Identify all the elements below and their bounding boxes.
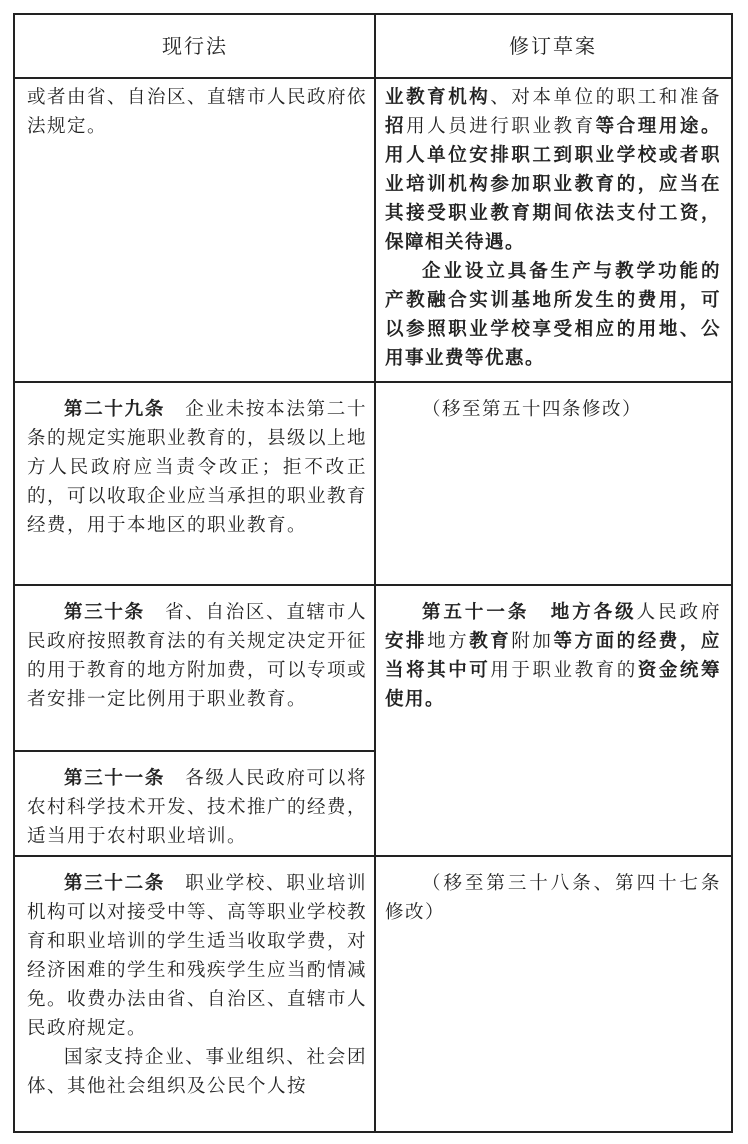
row3a-current-law — [27, 598, 367, 714]
article-51-run-4: 教育 — [469, 631, 512, 652]
row4-revised-draft — [385, 869, 721, 927]
article-51-text — [385, 598, 721, 714]
row3b-current-law — [27, 764, 367, 851]
article-51-run-7: 用于职业教育的 — [490, 660, 638, 681]
row-divider-left — [15, 750, 375, 752]
article-32-title: 第三十二条 — [64, 873, 166, 894]
article-51-run-5: 附加 — [511, 631, 554, 652]
row1-right-run-0: 业教育机构 — [385, 87, 491, 108]
article-30-body: 省、自治区、直辖市人民政府按照教育法的有关规定决定开征的用于教育的地方附加费，可以专项或者安排一定比例用于职业教育。 — [27, 602, 368, 710]
column-divider — [374, 15, 376, 1131]
article-29-body: 企业未按本法第二十条的规定实施职业教育的，县级以上地方人民政府应当责令改正；拒不改正的，可以收取企业应当承担的职业教育经费，用于本地区的职业教育。 — [27, 399, 368, 536]
row1-right-run-4: 等合理用途。用人单位安排职工到职业学校或者职业培训机构参加职业教育的，应当在其接受职业教育期间依法支付工资，保障相关待遇。 — [385, 116, 721, 253]
article-32-body: 职业学校、职业培训机构可以对接受中等、高等职业学校教育和职业培训的学生适当收取学费，对经济困难的学生和残疾学生应当酌情减免。收费办法由省、自治区、直辖市人民政府规定。 — [27, 873, 368, 1039]
row2-revised-draft — [385, 395, 721, 424]
article-51-run-0: 第五十一条 地方各级 — [422, 602, 637, 623]
header-current-law: 现行法 — [162, 34, 228, 58]
row4-current-law — [27, 869, 367, 1101]
row-divider — [15, 855, 731, 857]
row1-right-paragraph1 — [385, 83, 721, 257]
comparison-table — [13, 13, 733, 1133]
row4-right-note: （移至第三十八条、第四十七条修改） — [385, 873, 721, 923]
table-header — [15, 15, 731, 79]
row1-right-run-3: 用人员进行职业教育 — [406, 116, 596, 137]
article-29-title: 第二十九条 — [64, 399, 166, 420]
row3-revised-draft — [385, 598, 721, 714]
article-51-run-8: 资金统筹使用。 — [385, 660, 721, 710]
article-32-paragraph2: 国家支持企业、事业组织、社会团体、其他社会组织及公民个人按 — [27, 1047, 367, 1097]
article-51-run-1: 人民政府 — [636, 602, 721, 623]
row-divider — [15, 584, 731, 586]
row2-current-law — [27, 395, 367, 540]
article-51-run-6: 等方面的经费，应当将其中可 — [385, 631, 721, 681]
row1-current-law — [27, 83, 367, 141]
row1-revised-draft — [385, 83, 721, 373]
row1-right-run-2: 招 — [385, 116, 407, 137]
article-30-title: 第三十条 — [64, 602, 145, 623]
row1-left-text: 或者由省、自治区、直辖市人民政府依法规定。 — [27, 87, 368, 137]
article-51-run-2: 安排 — [385, 631, 428, 652]
row1-right-run-1: 、对本单位的职工和准备 — [490, 87, 721, 108]
article-51-run-3: 地方 — [427, 631, 470, 652]
row2-right-note: （移至第五十四条修改） — [422, 399, 643, 420]
article-31-title: 第三十一条 — [64, 768, 166, 789]
row1-right-paragraph2: 企业设立具备生产与教学功能的产教融合实训基地所发生的费用，可以参照职业学校享受相应的用地、公用事业费等优惠。 — [385, 261, 721, 369]
header-revised-draft: 修订草案 — [509, 34, 597, 58]
row-divider — [15, 381, 731, 383]
article-31-body: 各级人民政府可以将农村科学技术开发、技术推广的经费，适当用于农村职业培训。 — [27, 768, 368, 847]
